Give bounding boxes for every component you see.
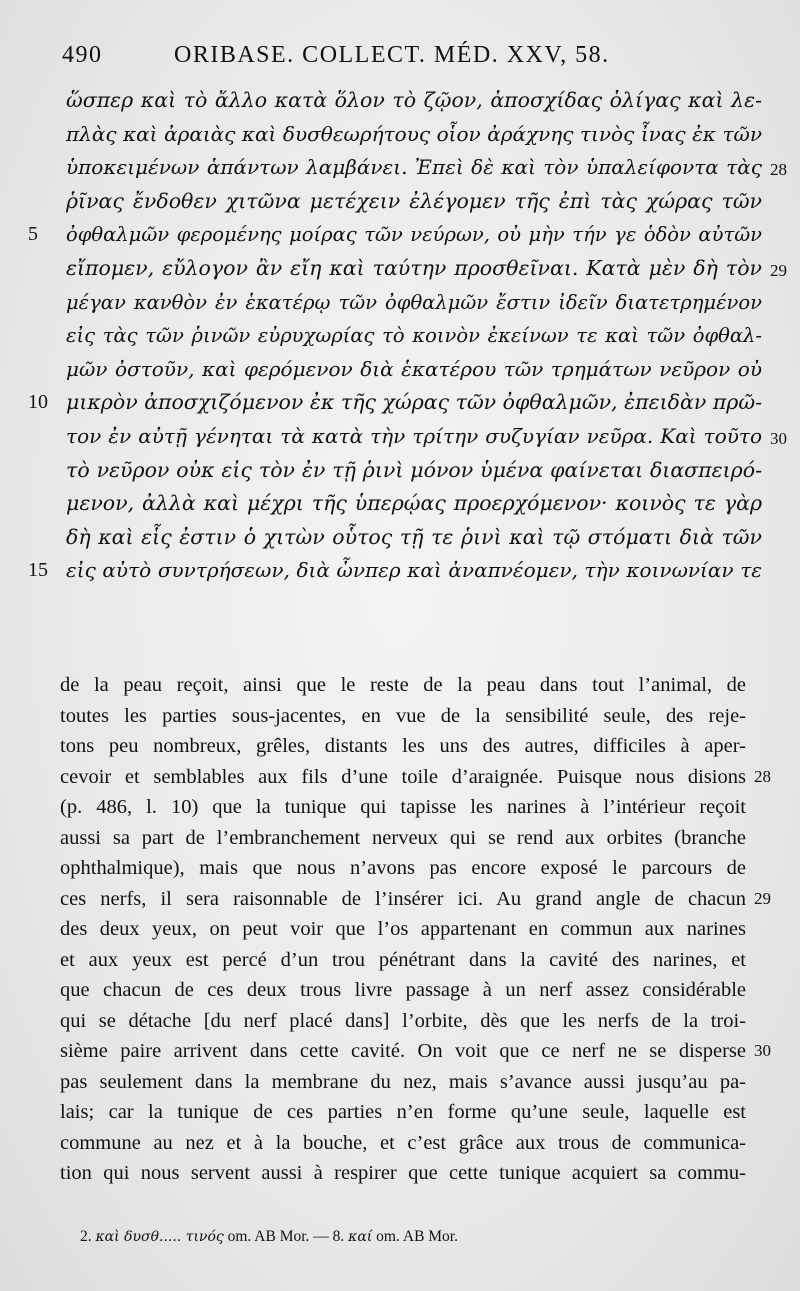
footnote-text-2: om. AB Mor.: [376, 1228, 458, 1245]
french-line: [60, 762, 771, 793]
greek-line: [66, 84, 762, 118]
french-line: [60, 1006, 746, 1037]
greek-line-text: μικρὸν ἀποσχιζόμενον ἐκ τῆς χώρας τῶν ὀφθαλμῶν, ἐπειδὰν πρῶ-: [66, 390, 762, 415]
french-translation-block: [60, 670, 771, 1189]
greek-line: [66, 420, 787, 454]
french-line-text: ces nerfs, il sera raisonnable de l’insérer ici. Au grand angle de chacun: [60, 887, 746, 910]
greek-line: [66, 319, 762, 353]
footnote-text-1: om. AB Mor. — 8.: [227, 1228, 345, 1245]
french-line-text: des deux yeux, on peut voir que l’os appartenant en commun aux narines: [60, 918, 746, 940]
french-line-text: aussi sa part de l’embranchement nerveux qui se rend aux orbites (branche: [60, 826, 746, 849]
french-line: [60, 1128, 746, 1159]
section-number: 29: [770, 260, 787, 280]
french-line: [60, 731, 746, 762]
greek-line: [28, 218, 762, 252]
section-number: 28: [754, 766, 771, 786]
greek-line-text: εἰς αὐτὸ συντρήσεων, διὰ ὧνπερ καὶ ἀναπνέομεν, τὴν κοινωνίαν τε: [66, 558, 762, 583]
greek-line-text: μῶν ὀστοῦν, καὶ φερόμενον διὰ ἑκατέρου τῶν τρημάτων νεῦρον οὐ: [66, 356, 762, 381]
french-line: [60, 945, 746, 976]
greek-line-text: μέγαν κανθὸν ἐν ἑκατέρῳ τῶν ὀφθαλμῶν ἔστιν ἰδεῖν διατετρημένον: [66, 290, 762, 314]
footnote-greek-2: καί: [348, 1229, 373, 1245]
greek-line: [66, 454, 762, 488]
french-line: [60, 701, 746, 732]
section-number: 30: [770, 428, 787, 448]
greek-line: [66, 521, 762, 555]
greek-line: [66, 151, 787, 185]
greek-text-block: [28, 84, 787, 588]
line-number: 10: [28, 391, 48, 414]
greek-line-text: δὴ καὶ εἷς ἐστιν ὁ χιτὼν οὗτος τῇ τε ῥινὶ καὶ τῷ στόματι διὰ τῶν: [66, 524, 762, 549]
greek-line: [66, 353, 762, 387]
greek-line: [66, 487, 762, 521]
french-line-text: sième paire arrivent dans cette cavité. On voit que ce nerf ne se disperse: [60, 1040, 746, 1062]
greek-line: [66, 185, 762, 219]
french-line-text: (p. 486, l. 10) que la tunique qui tapisse les narines à l’intérieur reçoit: [60, 796, 746, 818]
greek-line-text: ὀφθαλμῶν φερομένης μοίρας τῶν νεύρων, οὐ μὴν τήν γε ὁδὸν αὐτῶν: [66, 223, 762, 247]
line-number: 5: [28, 223, 38, 246]
critical-apparatus-footnote: [80, 1228, 720, 1246]
french-line: [60, 884, 771, 915]
greek-line-text: τον ἐν αὐτῇ γένηται τὰ κατὰ τὴν τρίτην συζυγίαν νεῦρα. Καὶ τοῦτο: [66, 423, 762, 448]
footnote-number: 2.: [80, 1228, 92, 1245]
greek-line: [28, 386, 762, 420]
section-number: 29: [754, 888, 771, 908]
french-line: [60, 975, 746, 1006]
french-line-text: tion qui nous servent aussi à respirer que cette tunique acquiert sa commu-: [60, 1162, 746, 1184]
page-number: 490: [62, 42, 103, 68]
french-line: [60, 670, 746, 701]
footnote-greek-1: καὶ δυσθ..... τινός: [95, 1229, 224, 1245]
french-line: [60, 1158, 746, 1189]
french-line-text: qui se détache [du nerf placé dans] l’orbite, dès que les nerfs de la troi-: [60, 1009, 746, 1032]
french-line-text: cevoir et semblables aux fils d’une toile d’araignée. Puisque nous disions: [60, 765, 746, 788]
greek-line-text: εἴπομεν, εὔλογον ἂν εἴη καὶ ταύτην προσθεῖναι. Κατὰ μὲν δὴ τὸν: [66, 255, 762, 280]
french-line: [60, 1097, 746, 1128]
french-line-text: lais; car la tunique de ces parties n’en forme qu’une seule, laquelle est: [60, 1101, 746, 1123]
greek-line-text: μενον, ἀλλὰ καὶ μέχρι τῆς ὑπερῴας προερχόμενον· κοινὸς τε γὰρ: [66, 491, 762, 516]
greek-line-text: ὑποκειμένων ἁπάντων λαμβάνει. Ἐπεὶ δὲ καὶ τὸν ὑπαλείφοντα τὰς: [66, 155, 762, 180]
french-line-text: que chacun de ces deux trous livre passage à un nerf assez considérable: [60, 979, 746, 1001]
french-line-text: et aux yeux est percé d’un trou pénétrant dans la cavité des narines, et: [60, 948, 746, 971]
greek-line-text: τὸ νεῦρον οὐκ εἰς τὸν ἐν τῇ ῥινὶ μόνον ὑμένα φαίνεται διασπειρό-: [66, 457, 762, 482]
section-number: 28: [770, 160, 787, 180]
line-number: 15: [28, 559, 48, 582]
greek-line-text: ὥσπερ καὶ τὸ ἄλλο κατὰ ὅλον τὸ ζῷον, ἀποσχίδας ὀλίγας καὶ λε-: [66, 88, 762, 112]
french-line: [60, 1067, 746, 1098]
french-line-text: tons peu nombreux, grêles, distants les uns des autres, difficiles à aper-: [60, 735, 746, 757]
french-line-text: pas seulement dans la membrane du nez, mais s’avance aussi jusqu’au pa-: [60, 1070, 746, 1093]
french-line: [60, 853, 746, 884]
greek-line: [66, 252, 787, 286]
greek-line-text: πλὰς καὶ ἀραιὰς καὶ δυσθεωρήτους οἷον ἀράχνης τινὸς ἶνας ἐκ τῶν: [66, 121, 762, 146]
french-line: [60, 792, 746, 823]
french-line: [60, 914, 746, 945]
french-line-text: commune au nez et à la bouche, et c’est grâce aux trous de communica-: [60, 1131, 746, 1154]
greek-line-text: εἰς τὰς τῶν ῥινῶν εὐρυχωρίας τὸ κοινὸν ἐκείνων τε καὶ τῶν ὀφθαλ-: [66, 324, 762, 348]
greek-line: [28, 554, 762, 588]
french-line: [60, 823, 746, 854]
french-line-text: toutes les parties sous-jacentes, en vue de la sensibilité seule, des reje-: [60, 704, 746, 727]
french-line-text: ophthalmique), mais que nous n’avons pas encore exposé le parcours de: [60, 857, 746, 879]
greek-line-text: ῥῖνας ἔνδοθεν χιτῶνα μετέχειν ἐλέγομεν τῆς ἐπὶ τὰς χώρας τῶν: [66, 188, 762, 213]
running-title: ORIBASE. COLLECT. MÉD. XXV, 58.: [174, 42, 610, 68]
greek-line: [66, 286, 762, 320]
french-line: [60, 1036, 771, 1067]
french-line-text: de la peau reçoit, ainsi que le reste de la peau dans tout l’animal, de: [60, 674, 746, 696]
greek-line: [66, 118, 762, 152]
section-number: 30: [754, 1041, 771, 1060]
